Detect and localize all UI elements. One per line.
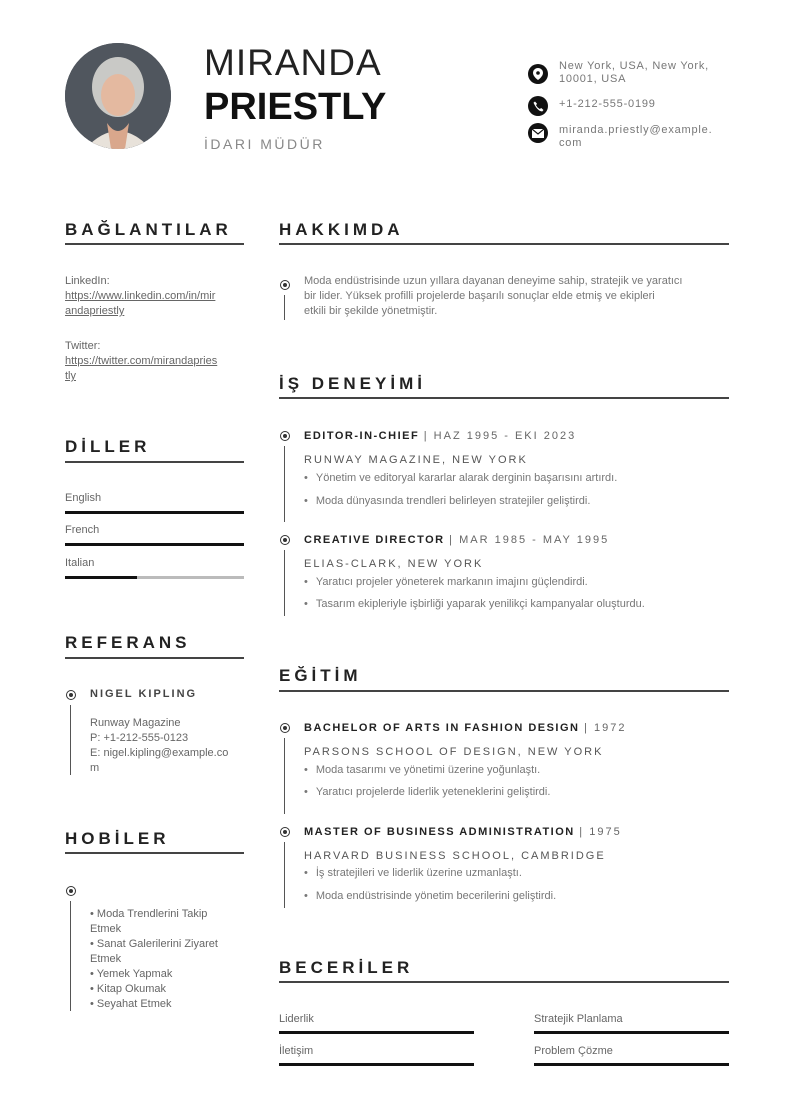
contact-address: New York, USA, New York, 10001, USA (559, 60, 710, 85)
skill-strategic-planning-bar (534, 1031, 729, 1034)
skill-leadership-bar (279, 1031, 474, 1034)
education-bullet: • Yaratıcı projelerde liderlik yeteneklerini geliştirdi. (304, 785, 550, 799)
linkedin-link[interactable]: https://www.linkedin.com/in/mir andapriestly (65, 290, 216, 317)
mail-icon (528, 123, 548, 143)
education-dot-icon (280, 723, 290, 733)
hobbies-list: • Moda Trendlerini Takip Etmek • Sanat Galerilerini Ziyaret Etmek • Yemek Yapmak • Kitap Okumak • Seyahat Etmek (90, 908, 218, 1010)
degree-title-1: BACHELOR OF ARTS IN FASHION DESIGN | 1972 (304, 722, 627, 734)
experience-title: İŞ DENEYİMİ (279, 374, 426, 393)
languages-title: DİLLER (65, 437, 151, 456)
about-dot-icon (280, 280, 290, 290)
education-bullet: • Moda endüstrisinde yönetim becerilerini geliştirdi. (304, 889, 556, 903)
education-bullet: • Moda tasarımı ve yönetimi üzerine yoğunlaştı. (304, 763, 540, 777)
about-title: HAKKIMDA (279, 220, 404, 239)
job-company-2: ELIAS-CLARK, NEW YORK (304, 558, 484, 570)
about-timeline (284, 295, 285, 320)
skills-divider (279, 981, 729, 983)
job-bullet: • Tasarım ekipleriyle işbirliği yaparak yenilikçi kampanyalar oluşturdu. (304, 597, 645, 611)
about-text: Moda endüstrisinde uzun yıllara dayanan deneyime sahip, stratejik ve yaratıcı bir lider. Yüksek profilli projelerde başarılı sonuçlar elde etmiş ve ekipleri etkili bir şekilde yönetmiştir. (304, 275, 683, 317)
languages-divider (65, 461, 244, 463)
references-divider (65, 657, 244, 659)
job-title-2: CREATIVE DIRECTOR | MAR 1985 - MAY 1995 (304, 534, 610, 546)
skills-title: BECERİLER (279, 958, 414, 977)
location-pin-icon (528, 64, 548, 84)
hobbies-timeline (70, 901, 71, 1011)
phone-icon (528, 96, 548, 116)
job-bullet: • Moda dünyasında trendleri belirleyen stratejiler geliştirdi. (304, 494, 590, 508)
skill-communication: İletişim (279, 1045, 314, 1057)
twitter-link[interactable]: https://twitter.com/mirandapries tly (65, 355, 218, 382)
first-name: MIRANDA (204, 42, 382, 83)
language-italian-bar (65, 576, 244, 579)
reference-dot-icon (66, 690, 76, 700)
job-title-1: EDITOR-IN-CHIEF | HAZ 1995 - EKI 2023 (304, 430, 577, 442)
language-english: English (65, 492, 102, 504)
language-italian-fill (65, 576, 137, 579)
language-french-bar (65, 543, 244, 546)
links-title: BAĞLANTILAR (65, 220, 232, 239)
education-divider (279, 690, 729, 692)
contact-phone: +1-212-555-0199 (559, 98, 656, 110)
school-2: HARVARD BUSINESS SCHOOL, CAMBRIDGE (304, 850, 606, 862)
linkedin-entry: LinkedIn: https://www.linkedin.com/in/mir andapriestly (65, 274, 245, 319)
skill-leadership: Liderlik (279, 1013, 314, 1025)
last-name: PRIESTLY (204, 86, 387, 128)
hobbies-title: HOBİLER (65, 829, 170, 848)
job-bullet: • Yönetim ve editoryal kararlar alarak derginin başarısını artırdı. (304, 471, 617, 485)
contact-email: miranda.priestly@example. com (559, 124, 713, 149)
education-title: EĞİTİM (279, 666, 362, 685)
experience-dot-icon (280, 535, 290, 545)
avatar (65, 43, 171, 149)
skill-problem-solving: Problem Çözme (534, 1045, 613, 1057)
links-divider (65, 243, 244, 245)
reference-name: NIGEL KIPLING (90, 688, 198, 700)
references-title: REFERANS (65, 633, 191, 652)
skill-communication-bar (279, 1063, 474, 1066)
education-timeline (284, 842, 285, 908)
education-dot-icon (280, 827, 290, 837)
skill-strategic-planning: Stratejik Planlama (534, 1013, 623, 1025)
job-title: İDARI MÜDÜR (204, 136, 325, 152)
school-1: PARSONS SCHOOL OF DESIGN, NEW YORK (304, 746, 604, 758)
degree-title-2: MASTER OF BUSINESS ADMINISTRATION | 1975 (304, 826, 622, 838)
education-timeline (284, 738, 285, 814)
experience-divider (279, 397, 729, 399)
job-bullet: • Yaratıcı projeler yöneterek markanın imajını güçlendirdi. (304, 575, 588, 589)
language-english-bar (65, 511, 244, 514)
hobbies-dot-icon (66, 886, 76, 896)
skill-problem-solving-bar (534, 1063, 729, 1066)
reference-details: Runway Magazine P: +1-212-555-0123 E: nigel.kipling@example.co m (90, 717, 229, 774)
job-company-1: RUNWAY MAGAZINE, NEW YORK (304, 454, 528, 466)
reference-timeline (70, 705, 71, 775)
language-italian: Italian (65, 557, 95, 569)
language-french: French (65, 524, 100, 536)
experience-timeline (284, 446, 285, 522)
twitter-entry: Twitter: https://twitter.com/mirandapries tly (65, 339, 245, 384)
experience-dot-icon (280, 431, 290, 441)
hobbies-divider (65, 852, 244, 854)
education-bullet: • İş stratejileri ve liderlik üzerine uzmanlaştı. (304, 866, 522, 880)
experience-timeline (284, 550, 285, 616)
about-divider (279, 243, 729, 245)
